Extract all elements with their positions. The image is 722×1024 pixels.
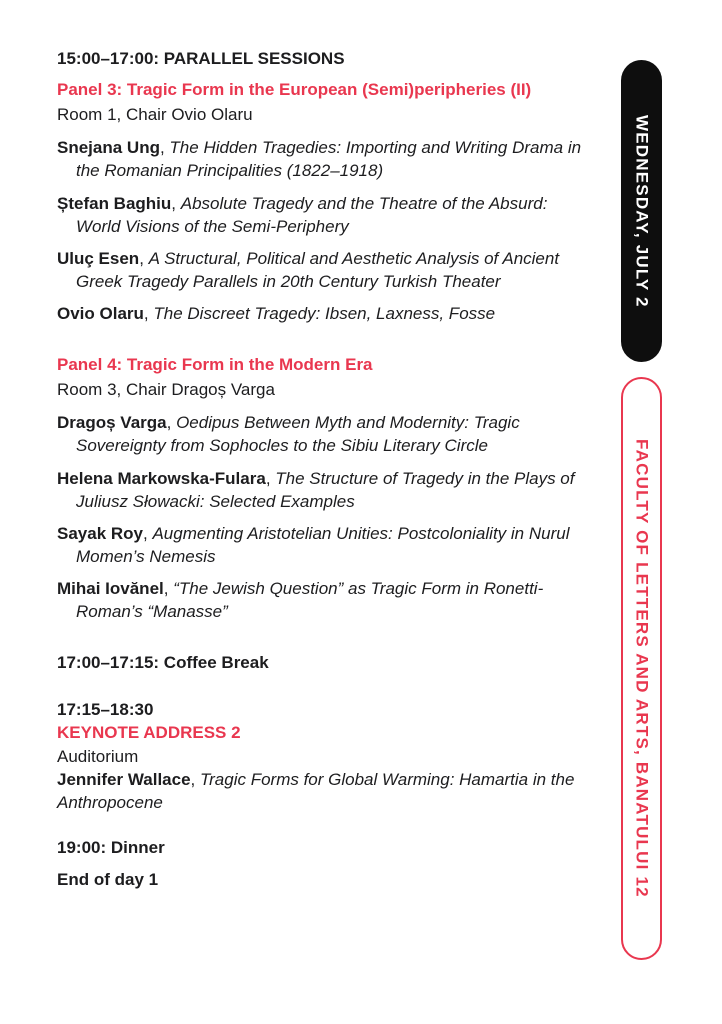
talk-speaker: Mihai Iovănel [57,578,164,598]
separator: , [143,303,154,323]
panel-title: Panel 4: Tragic Form in the Modern Era [57,355,373,375]
schedule-page [57,47,592,891]
panel-title: Panel 3: Tragic Form in the European (Semi)peripheries (II) [57,80,532,100]
end-of-day: End of day 1 [57,869,159,889]
sessions-header: 15:00–17:00: PARALLEL SESSIONS [57,49,345,68]
keynote-heading: KEYNOTE ADDRESS 2 [57,723,241,743]
keynote-title: Tragic Forms for Global Warming: Hamartia in the Anthropocene [57,769,575,812]
talk-speaker: Ștefan Baghiu [57,193,172,213]
keynote-block [57,698,592,814]
talk-speaker: Helena Markowska-Fulara [57,468,266,488]
dinner: 19:00: Dinner [57,837,165,857]
talk-title: Augmenting Aristotelian Unities: Postcoloniality in Nurul Momen’s Nemesis [76,523,570,566]
separator: , [159,138,170,158]
talk-title: The Discreet Tragedy: Ibsen, Laxness, Fosse [153,303,496,323]
talk-speaker: Snejana Ung [57,138,160,158]
talk-entry [57,247,592,293]
talk-title: The Hidden Tragedies: Importing and Writing Drama in the Romanian Principalities (1822–1918) [76,138,582,181]
talk-entry [57,411,592,457]
separator: , [265,468,276,488]
talk-title: “The Jewish Question” as Tragic Form in Ronetti-Roman’s “Manasse” [76,578,544,622]
venue-banner [621,377,662,960]
talk-speaker: Sayak Roy [57,523,143,543]
talk-title: Absolute Tragedy and the Theatre of the Absurd: World Visions of the Semi-Periphery [76,193,548,236]
keynote-speaker: Jennifer Wallace [57,769,191,789]
talk-entry [57,192,592,238]
separator: , [166,413,177,433]
venue-banner-label: FACULTY OF LETTERS AND ARTS, BANATULUI 12 [632,439,652,898]
coffee-break: 17:00–17:15: Coffee Break [57,653,269,673]
talk-title: Oedipus Between Myth and Modernity: Tragic Sovereignty from Sophocles to the Sibiu Literary Circle [76,413,520,456]
separator: , [171,193,181,213]
talk-title: A Structural, Political and Aesthetic Analysis of Ancient Greek Tragedy Parallels in 20th Century Turkish Theater [76,248,560,291]
keynote-venue: Auditorium [57,746,139,766]
panel-4 [57,353,592,623]
talk-title: The Structure of Tragedy in the Plays of Juliusz Słowacki: Selected Examples [76,468,575,511]
talk-entry [57,136,592,182]
panel-3 [57,78,592,325]
panel-room: Room 3, Chair Dragoș Varga [57,380,275,400]
day-banner [621,60,662,362]
talk-entry [57,467,592,513]
talk-entry [57,302,592,325]
talk-entry [57,522,592,568]
talk-entry [57,577,592,623]
separator: , [143,523,153,543]
panel-room: Room 1, Chair Ovio Olaru [57,105,253,125]
separator: , [190,769,200,789]
day-banner-label: WEDNESDAY, JULY 2 [632,114,652,308]
talk-speaker: Uluç Esen [57,248,140,268]
separator: , [139,248,149,268]
keynote-time: 17:15–18:30 [57,700,154,720]
talk-speaker: Ovio Olaru [57,303,144,323]
separator: , [163,578,174,598]
talk-speaker: Dragoș Varga [57,413,167,433]
keynote-talk [57,768,592,814]
